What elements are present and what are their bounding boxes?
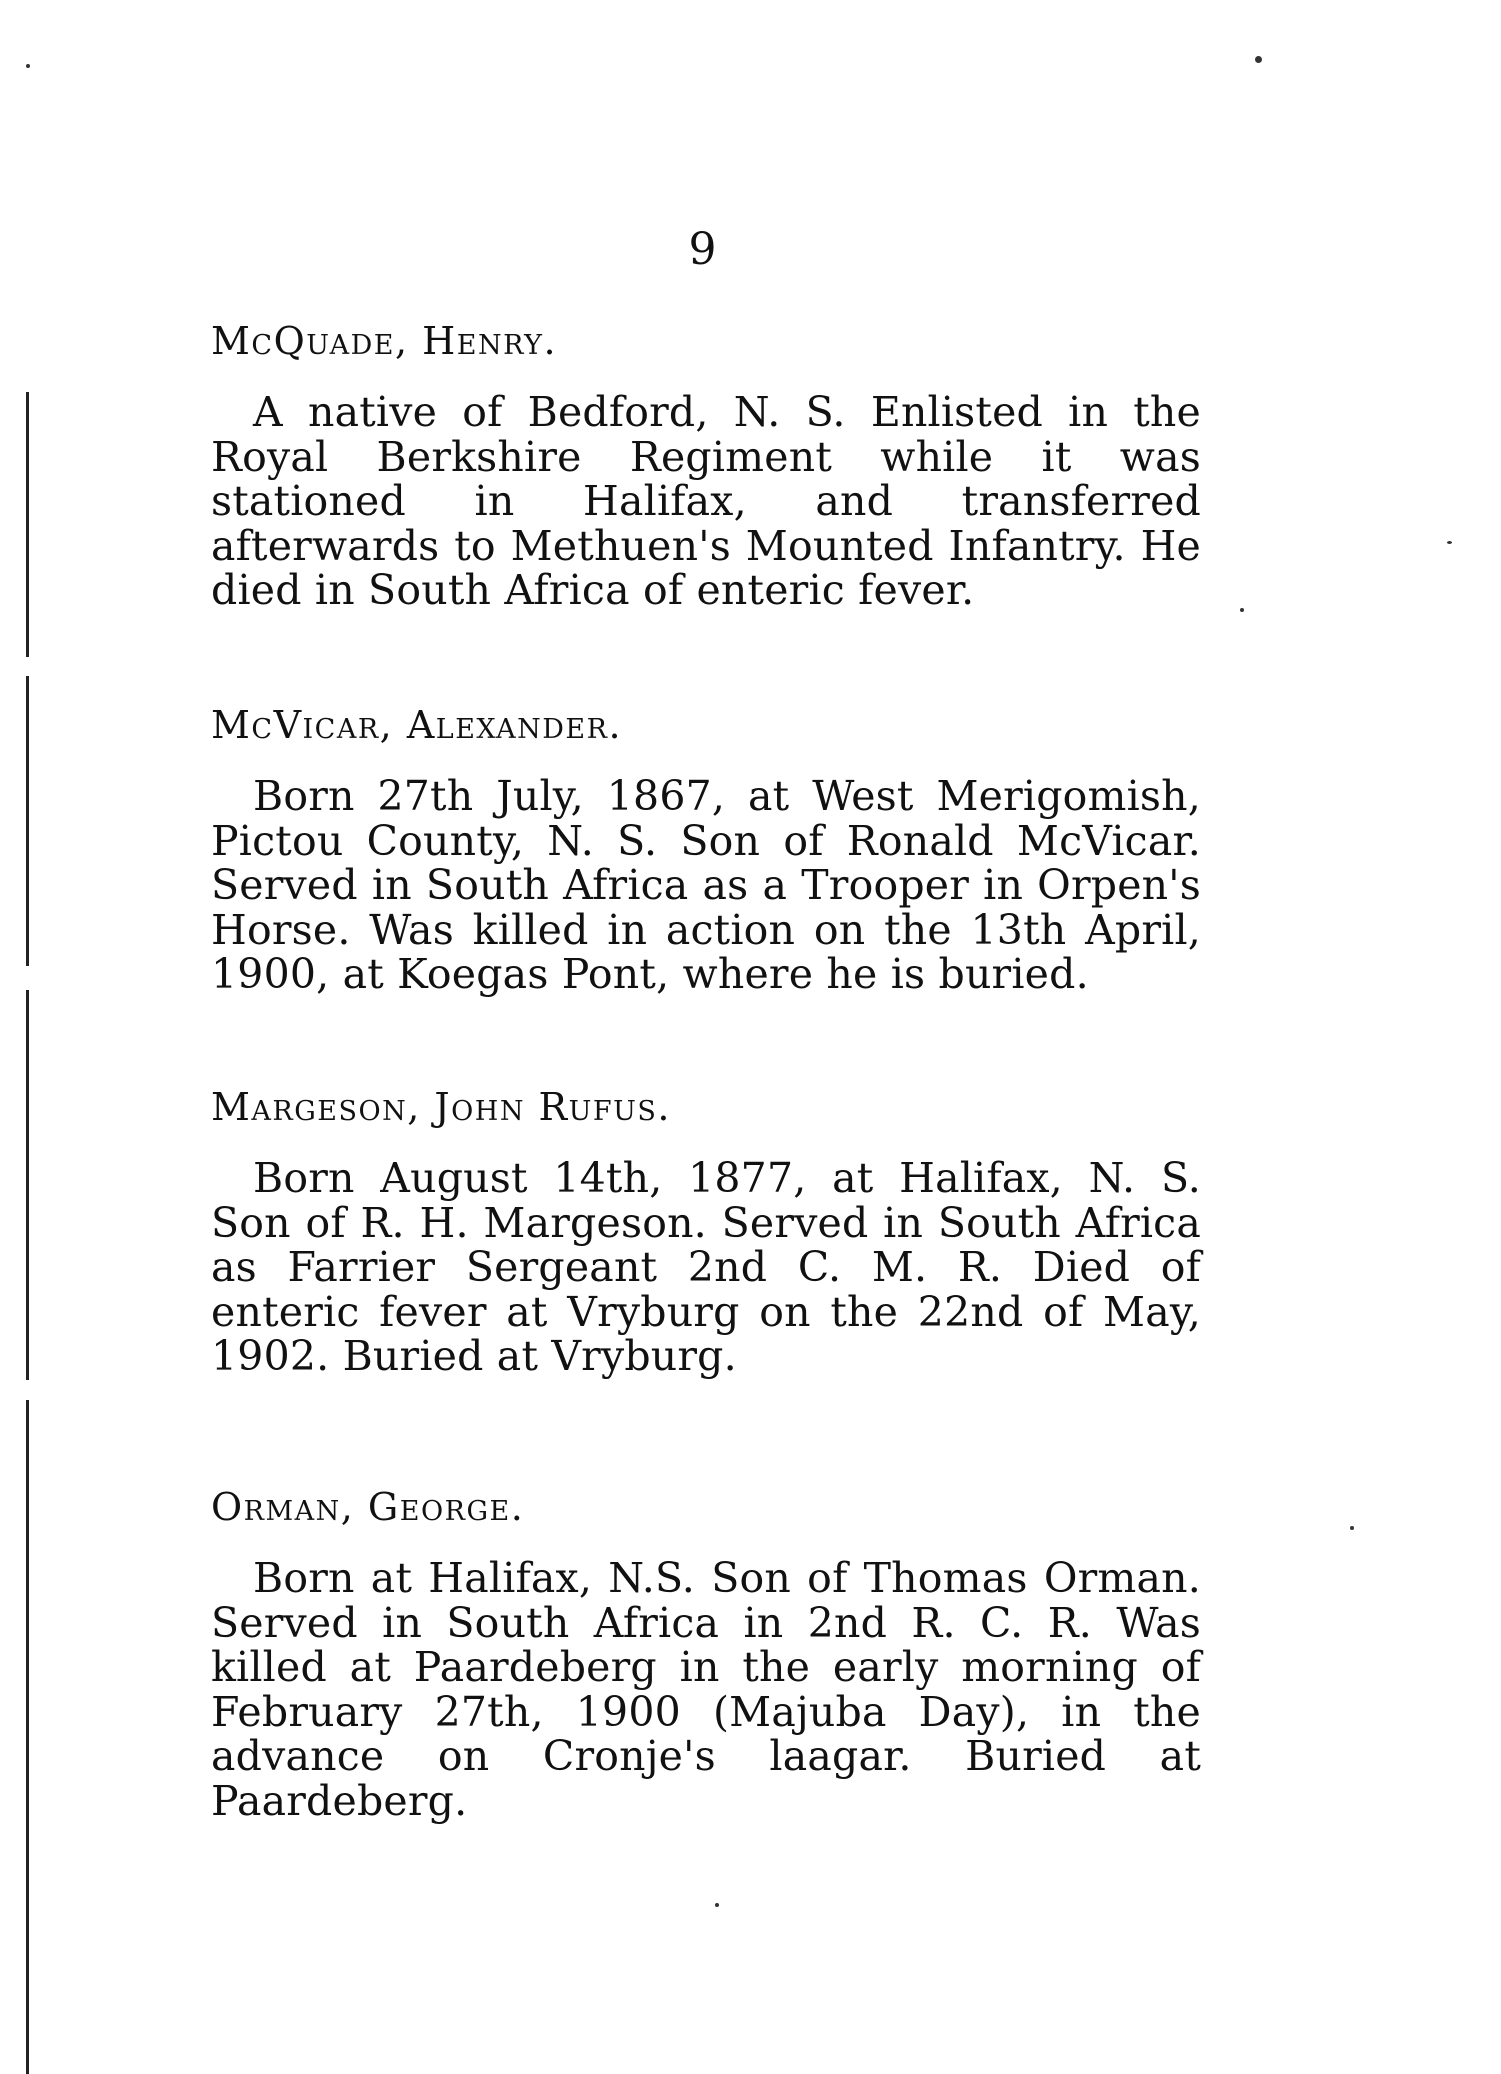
entry	[211, 1485, 1201, 1825]
entry	[211, 319, 1201, 614]
entry-name: Margeson, John Rufus.	[211, 1085, 671, 1129]
entry-name: Orman, George.	[211, 1485, 525, 1529]
entry-body: Born August 14th, 1877, at Halifax, N. S. Son of R. H. Margeson. Served in South Africa as Farrier Sergeant 2nd C. M. R. Died of enteric fever at Vryburg on the 22nd of May, 1902. Buried at Vryburg.	[211, 1154, 1201, 1380]
binding-edge-line	[26, 990, 29, 1380]
scan-speck	[1255, 56, 1262, 63]
binding-edge-line	[26, 1400, 29, 2074]
entry-body: Born 27th July, 1867, at West Merigomish, Pictou County, N. S. Son of Ronald McVicar. Served in South Africa as a Trooper in Orpen's Horse. Was killed in action on the 13th April, 1900, at Koegas Pont, where he is buried.	[211, 772, 1201, 998]
entry-body: Born at Halifax, N.S. Son of Thomas Orman. Served in South Africa in 2nd R. C. R. Was killed at Paardeberg in the early morning of February 27th, 1900 (Majuba Day), in the advance on Cronje's laagar. Buried at Paardeberg.	[211, 1554, 1201, 1825]
scan-speck	[1447, 541, 1452, 544]
entry	[211, 1085, 1201, 1380]
scan-speck	[26, 64, 30, 68]
page-number: 9	[688, 224, 717, 275]
entry-name: McQuade, Henry.	[211, 319, 558, 363]
binding-edge-line	[26, 392, 29, 657]
entry	[211, 703, 1201, 998]
entry-name: McVicar, Alexander.	[211, 703, 623, 747]
entry-body: A native of Bedford, N. S. Enlisted in the Royal Berkshire Regiment while it was stationed in Halifax, and transferred afterwards to Methuen's Mounted Infantry. He died in South Africa of enteric fever.	[211, 388, 1201, 614]
scan-speck	[1350, 1526, 1354, 1530]
scan-speck	[715, 1903, 719, 1907]
scan-speck	[1240, 608, 1244, 612]
binding-edge-line	[26, 676, 29, 966]
